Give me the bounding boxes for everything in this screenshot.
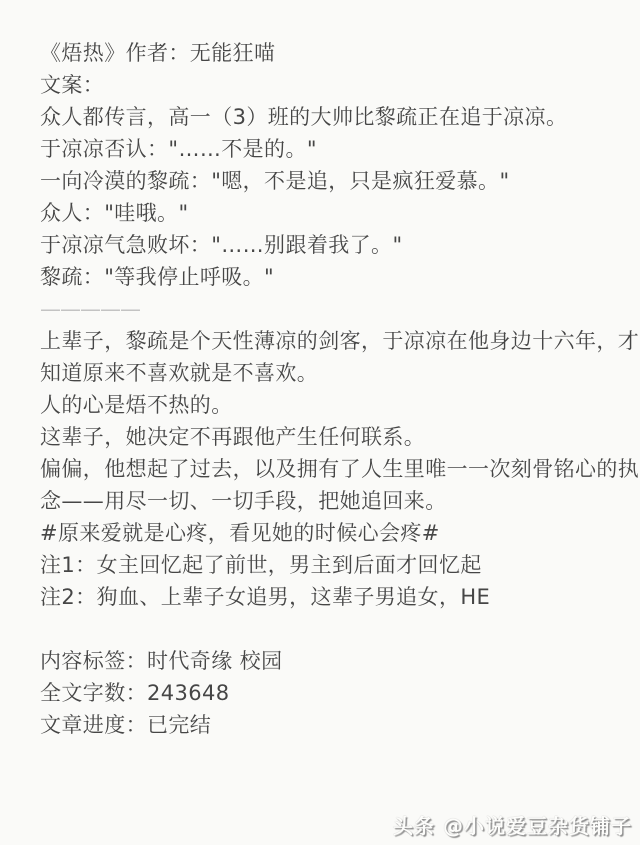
dialogue-line: 一向冷漠的黎疏："嗯，不是追，只是疯狂爱慕。": [40, 169, 510, 193]
tagline-line: #原来爱就是心疼，看见她的时候心会疼#: [40, 521, 440, 545]
title-author-line: 《焐热》作者：无能狂喵: [40, 41, 276, 65]
story-line: 这辈子，她决定不再跟他产生任何联系。: [40, 425, 426, 449]
dialogue-line: 黎疏："等我停止呼吸。": [40, 265, 275, 289]
story-line: 上辈子，黎疏是个天性薄凉的剑客，于凉凉在他身边十六年，才: [40, 329, 640, 353]
divider-line: —————: [40, 297, 140, 321]
note-line: 注2：狗血、上辈子女追男，这辈子男追女，HE: [40, 585, 491, 609]
meta-wordcount-line: 全文字数：243648: [40, 681, 230, 705]
story-line: 偏偏，他想起了过去，以及拥有了人生里唯一一次刻骨铭心的执: [40, 457, 640, 481]
blank-line: [40, 613, 630, 645]
dialogue-line: 众人："哇哦。": [40, 201, 189, 225]
watermark: [393, 810, 632, 839]
watermark-text: 头条 @小说爱豆杂货铺子: [393, 814, 632, 838]
story-line: 人的心是焐不热的。: [40, 393, 233, 417]
story-line: 念——用尽一切、一切手段，把她追回来。: [40, 489, 447, 513]
synopsis-label-line: 文案：: [40, 73, 105, 97]
story-line: 知道原来不喜欢就是不喜欢。: [40, 361, 319, 385]
meta-tags-line: 内容标签：时代奇缘 校园: [40, 649, 283, 673]
dialogue-line: 于凉凉气急败坏："……别跟着我了。": [40, 233, 403, 257]
synopsis-line: 众人都传言，高一（3）班的大帅比黎疏正在追于凉凉。: [40, 105, 568, 129]
text-block: [40, 37, 640, 741]
meta-status-line: 文章进度：已完结: [40, 713, 212, 737]
dialogue-line: 于凉凉否认："……不是的。": [40, 137, 317, 161]
note-line: 注1：女主回忆起了前世，男主到后面才回忆起: [40, 553, 482, 577]
